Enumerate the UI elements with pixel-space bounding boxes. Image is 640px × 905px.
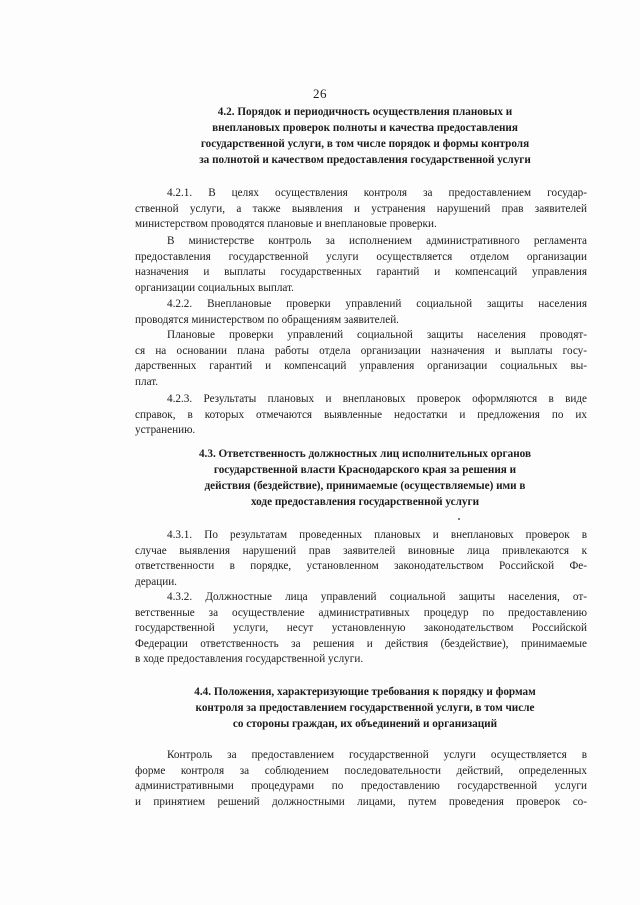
- section-heading-4-4: [140, 684, 590, 732]
- section-heading-4-3: [140, 446, 590, 510]
- heading-line: государственной услуги, в том числе порядок и формы контроля: [200, 138, 530, 150]
- text-line: В министерстве контроль за исполнением административного регламента: [167, 235, 587, 247]
- heading-line: 4.4. Положения, характеризующие требования к порядку и формам: [194, 686, 536, 698]
- text-line: ственной услуги, а также выявления и устранения нарушений прав заявителей: [135, 202, 587, 215]
- heading-line: действия (бездействие), принимаемые (осуществляемые) ими в: [204, 480, 526, 492]
- text-line: 4.3.1. По результатам проведенных плановых и внеплановых проверок в: [167, 529, 587, 541]
- text-line: устранению.: [135, 424, 196, 437]
- paragraph-4-2-2-b: [135, 328, 587, 390]
- text-line: ветственные за осуществление административных процедур по предоставлению: [135, 606, 587, 619]
- page-number: 26: [313, 86, 327, 101]
- text-line: случае выявления нарушений прав заявителей виновные лица привлекаются к: [135, 544, 587, 557]
- text-line: ся на основании плана работы отдела организации назначения и выплаты госу-: [135, 344, 587, 357]
- text-line: проводятся министерством по обращениям заявителей.: [135, 313, 399, 326]
- paragraph-4-2-2: [135, 297, 587, 328]
- text-line: плат.: [135, 375, 159, 388]
- heading-line: контроля за предоставлением государственной услуги, в том числе: [195, 702, 535, 714]
- heading-line: со стороны граждан, их объединений и организаций: [232, 718, 498, 730]
- heading-line: за полнотой и качеством предоставления государственной услуги: [199, 154, 531, 166]
- text-line: дарственных гарантий и компенсаций управления организации социальных вы-: [135, 360, 587, 373]
- text-line: форме контроля за соблюдением последовательности действий, определенных: [135, 764, 587, 777]
- text-line: назначения и выплаты государственных гарантий и компенсаций управления: [135, 266, 587, 279]
- scan-speck: [458, 518, 460, 520]
- text-line: государственной услуги, несут установленную законодательством Российской: [135, 622, 587, 635]
- text-line: ответственности в порядке, установленном законодательством Российской Фе-: [135, 560, 587, 573]
- text-line: 4.3.2. Должностные лица управлений социальной защиты населения, от-: [167, 591, 587, 603]
- paragraph-4-3-1: [135, 528, 587, 590]
- text-line: предоставления государственной услуги осуществляется отделом организации: [135, 250, 587, 263]
- text-line: министерством проводятся плановые и внеплановые проверки.: [135, 218, 437, 231]
- paragraph-4-4: [135, 748, 587, 810]
- text-line: 4.2.3. Результаты плановых и внеплановых проверок оформляются в виде: [167, 393, 587, 405]
- paragraph-4-2-3: [135, 392, 587, 439]
- text-line: административными процедурами по предоставлению государственной услуги: [135, 780, 587, 793]
- paragraph-4-2-1: [135, 186, 587, 233]
- heading-line: ходе предоставления государственной услуги: [250, 496, 480, 508]
- section-heading-4-2: [140, 104, 590, 168]
- paragraph-4-2-1-b: [135, 234, 587, 296]
- heading-line: государственной власти Краснодарского края за решения и: [213, 464, 517, 476]
- text-line: организации социальных выплат.: [135, 281, 294, 294]
- text-line: и принятием решений должностными лицами, путем проведения проверок со-: [135, 795, 587, 808]
- text-line: Плановые проверки управлений социальной защиты населения проводят-: [167, 329, 587, 341]
- paragraph-4-3-2: [135, 590, 587, 668]
- heading-line: 4.2. Порядок и периодичность осуществления плановых и: [217, 106, 513, 118]
- text-line: Контроль за предоставлением государственной услуги осуществляется в: [167, 749, 587, 761]
- heading-line: внеплановых проверок полноты и качества предоставления: [212, 122, 518, 134]
- text-line: дерации.: [135, 575, 177, 588]
- text-line: Федерации ответственность за решения и действия (бездействие), принимаемые: [135, 637, 587, 650]
- text-line: справок, в которых отмечаются выявленные недостатки и предложения по их: [135, 408, 587, 421]
- text-line: 4.2.2. Внеплановые проверки управлений социальной защиты населения: [167, 298, 587, 310]
- text-line: в ходе предоставления государственной услуги.: [135, 653, 364, 666]
- text-line: 4.2.1. В целях осуществления контроля за предоставлением государ-: [167, 187, 587, 199]
- heading-line: 4.3. Ответственность должностных лиц исполнительных органов: [198, 448, 532, 460]
